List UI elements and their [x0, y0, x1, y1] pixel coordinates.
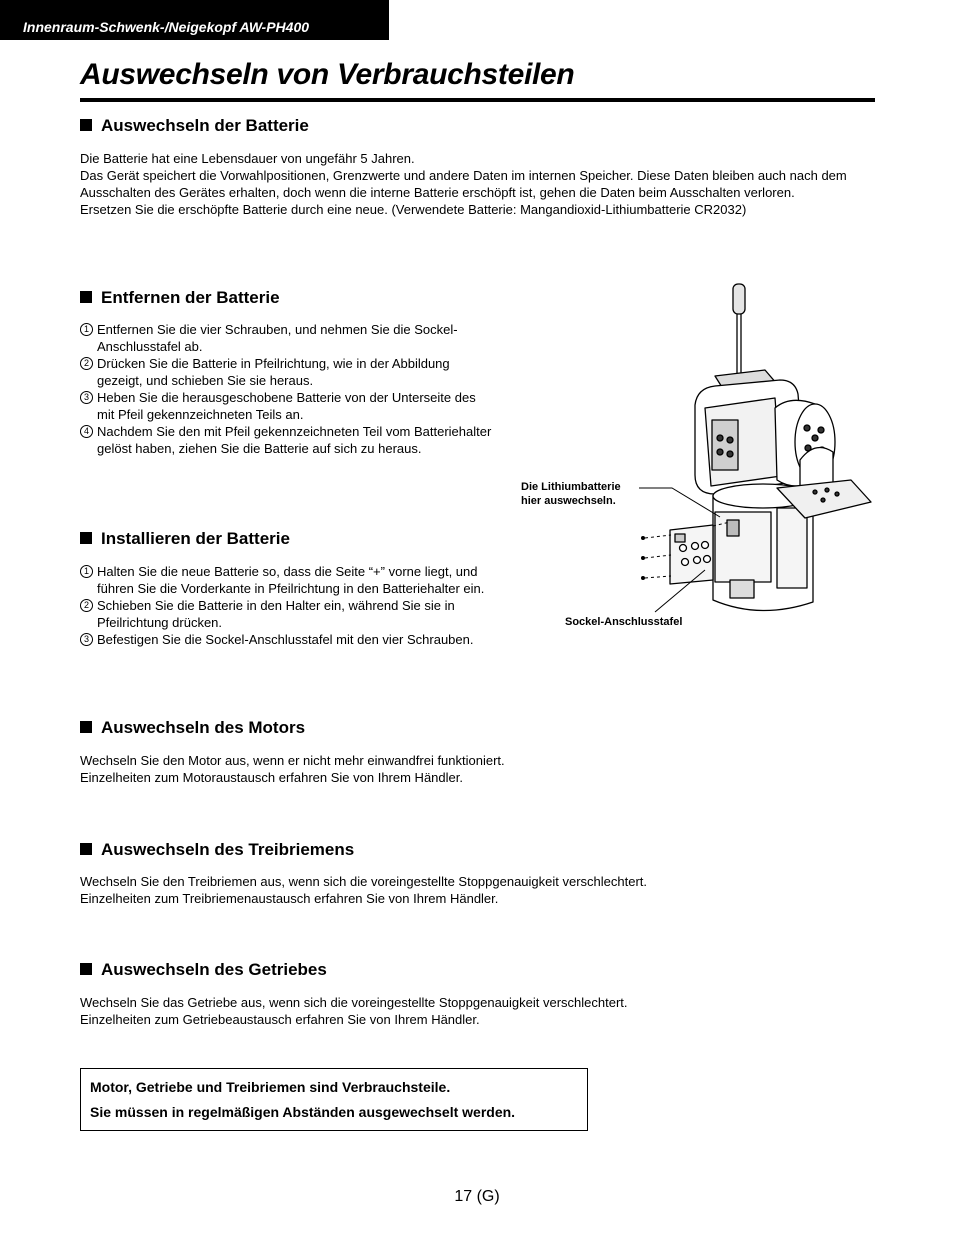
circled-number-icon: 4 [80, 425, 93, 438]
square-bullet-icon [80, 532, 92, 544]
pan-tilt-head-figure [515, 280, 880, 640]
remove-step: 1 Entfernen Sie die vier Schrauben, und nehmen Sie die Sockel-Anschlusstafel ab. [80, 321, 494, 355]
circled-number-icon: 1 [80, 323, 93, 336]
circled-number-icon: 3 [80, 391, 93, 404]
install-step: 2 Schieben Sie die Batterie in den Halter ein, während Sie sie in Pfeilrichtung drücken. [80, 597, 502, 631]
gear-description [80, 994, 870, 1028]
remove-steps-list [80, 321, 494, 457]
square-bullet-icon [80, 843, 92, 855]
belt-line-2: Einzelheiten zum Treibriemenaustausch erfahren Sie von Ihrem Händler. [80, 891, 499, 906]
section-heading-remove: Entfernen der Batterie [80, 288, 280, 308]
section-heading-belt: Auswechseln des Treibriemens [80, 840, 354, 860]
battery-line-2: Das Gerät speichert die Vorwahlpositionen, Grenzwerte und andere Daten im internen Speicher. Diese Daten bleiben auch nach dem Ausschalten des Gerätes erhalten, doch wenn die interne Batterie erschöpft ist, gehen die Daten beim Ausschalten verloren. [80, 168, 847, 200]
motor-description [80, 752, 870, 786]
section-heading-install: Installieren der Batterie [80, 529, 290, 549]
install-step: 1 Halten Sie die neue Batterie so, dass die Seite “+” vorne liegt, und führen Sie die Vorderkante in Pfeilrichtung in den Batteriehalter ein. [80, 563, 502, 597]
battery-description [80, 150, 870, 218]
install-step: 3 Befestigen Sie die Sockel-Anschlusstafel mit den vier Schrauben. [80, 631, 510, 648]
page-title: Auswechseln von Verbrauchsteilen [80, 58, 575, 91]
square-bullet-icon [80, 721, 92, 733]
pan-tilt-head-illustration [515, 280, 880, 640]
circled-number-icon: 2 [80, 599, 93, 612]
circled-number-icon: 2 [80, 357, 93, 370]
square-bullet-icon [80, 291, 92, 303]
consumables-notice-box [80, 1068, 588, 1131]
title-rule [80, 98, 875, 102]
circled-number-icon: 1 [80, 565, 93, 578]
remove-step: 2 Drücken Sie die Batterie in Pfeilrichtung, wie in der Abbildung gezeigt, und schieben Sie sie heraus. [80, 355, 494, 389]
remove-step: 3 Heben Sie die herausgeschobene Batterie von der Unterseite des mit Pfeil gekennzeichneten Teils an. [80, 389, 494, 423]
square-bullet-icon [80, 119, 92, 131]
battery-line-1: Die Batterie hat eine Lebensdauer von ungefähr 5 Jahren. [80, 151, 415, 166]
page-number: 17 (G) [454, 1188, 500, 1205]
panel-callout-label: Sockel-Anschlusstafel [565, 616, 683, 628]
section-heading-battery: Auswechseln der Batterie [80, 116, 309, 136]
motor-line-1: Wechseln Sie den Motor aus, wenn er nicht mehr einwandfrei funktioniert. [80, 753, 505, 768]
gear-line-1: Wechseln Sie das Getriebe aus, wenn sich die voreingestellte Stoppgenauigkeit verschlechtert. [80, 995, 628, 1010]
header-model-tab: Innenraum-Schwenk-/Neigekopf AW-PH400 [0, 0, 389, 40]
notice-line-1: Motor, Getriebe und Treibriemen sind Verbrauchsteile. [90, 1079, 451, 1095]
square-bullet-icon [80, 963, 92, 975]
notice-line-2: Sie müssen in regelmäßigen Abständen ausgewechselt werden. [90, 1104, 516, 1120]
remove-step: 4 Nachdem Sie den mit Pfeil gekennzeichneten Teil vom Batteriehalter gelöst haben, ziehen Sie die Batterie auf sich zu heraus. [80, 423, 494, 457]
motor-line-2: Einzelheiten zum Motoraustausch erfahren Sie von Ihrem Händler. [80, 770, 463, 785]
install-steps-list [80, 563, 510, 648]
circled-number-icon: 3 [80, 633, 93, 646]
section-heading-motor: Auswechseln des Motors [80, 718, 305, 738]
belt-line-1: Wechseln Sie den Treibriemen aus, wenn sich die voreingestellte Stoppgenauigkeit verschlechtert. [80, 874, 648, 889]
belt-description [80, 873, 870, 907]
battery-callout-label: Die Lithiumbatterie hier auswechseln. [521, 481, 621, 507]
gear-line-2: Einzelheiten zum Getriebeaustausch erfahren Sie von Ihrem Händler. [80, 1012, 480, 1027]
battery-line-3: Ersetzen Sie die erschöpfte Batterie durch eine neue. (Verwendete Batterie: Mangandioxid-Lithiumbatterie CR2032) [80, 202, 747, 217]
section-heading-gear: Auswechseln des Getriebes [80, 960, 327, 980]
